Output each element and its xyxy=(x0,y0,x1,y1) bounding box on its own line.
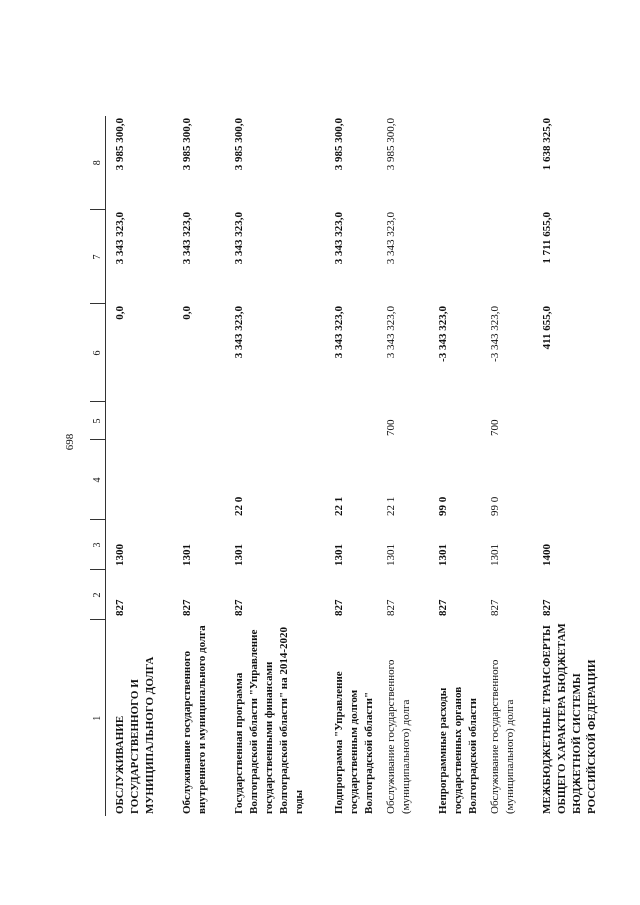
program-code: 22 1 xyxy=(385,496,397,516)
amount-col-6: 3 343 323,0 xyxy=(385,306,397,359)
section-code: 1301 xyxy=(437,544,449,566)
amount-col-6: -3 343 323,0 xyxy=(489,306,501,362)
expense-type-code xyxy=(325,402,377,440)
column-header: 8 xyxy=(90,116,106,210)
row-name: Непрограммные расходы государственных органов Волгоградской области xyxy=(437,686,479,814)
table-row xyxy=(325,116,377,816)
program-code: 99 0 xyxy=(489,496,501,516)
section-code: 1301 xyxy=(333,544,345,566)
column-header: 2 xyxy=(90,570,106,620)
amount-col-6: 3 343 323,0 xyxy=(233,306,245,359)
ministry-code: 827 xyxy=(489,599,501,616)
section-code: 1400 xyxy=(541,544,553,566)
row-name: ОБСЛУЖИВАНИЕ ГОСУДАРСТВЕННОГО И МУНИЦИПАЛЬНОГО ДОЛГА xyxy=(114,656,156,814)
row-name: Обслуживание государственного внутреннего и муниципального долга xyxy=(181,625,208,814)
column-number-row xyxy=(90,116,106,816)
table-row xyxy=(173,116,225,816)
column-header: 4 xyxy=(90,440,106,520)
program-code: 22 0 xyxy=(233,496,245,516)
amount-col-7: 3 343 323,0 xyxy=(114,212,126,265)
section-code: 1301 xyxy=(181,544,193,566)
column-header: 3 xyxy=(90,520,106,570)
column-header: 7 xyxy=(90,210,106,304)
expense-type-code xyxy=(533,402,600,440)
row-name: Подпрограмма "Управление государственным долгом Волгоградской области" xyxy=(333,671,375,814)
ministry-code: 827 xyxy=(181,599,193,616)
amount-col-8: 3 985 300,0 xyxy=(233,118,245,171)
row-name: Обслуживание государственного (муниципального) долга xyxy=(385,659,412,814)
column-header: 6 xyxy=(90,304,106,402)
expense-type-code xyxy=(173,402,225,440)
table-row xyxy=(429,116,481,816)
ministry-code: 827 xyxy=(233,599,245,616)
expense-type-code: 700 xyxy=(385,419,397,436)
amount-col-6: -3 343 323,0 xyxy=(437,306,449,362)
table-row xyxy=(106,116,174,816)
amount-col-8: 3 985 300,0 xyxy=(114,118,126,171)
expense-type-code xyxy=(106,402,174,440)
amount-col-8: 3 985 300,0 xyxy=(181,118,193,171)
amount-col-7: 3 343 323,0 xyxy=(181,212,193,265)
row-name: Государственная программа Волгоградской области "Управление государственными финансами Волгоградской области" на 2014-2020 годы xyxy=(233,626,305,814)
program-code: 99 0 xyxy=(437,496,449,516)
expense-type-code xyxy=(225,402,325,440)
table-row xyxy=(533,116,600,816)
amount-col-7: 3 343 323,0 xyxy=(385,212,397,265)
ministry-code: 827 xyxy=(114,599,126,616)
program-code xyxy=(533,440,600,520)
table-row xyxy=(377,116,429,816)
column-header: 5 xyxy=(90,402,106,440)
amount-col-8: 1 638 325,0 xyxy=(541,118,553,171)
amount-col-7 xyxy=(481,210,533,304)
ministry-code: 827 xyxy=(437,599,449,616)
row-name: МЕЖБЮДЖЕТНЫЕ ТРАНСФЕРТЫ ОБЩЕГО ХАРАКТЕРА БЮДЖЕТАМ БЮДЖЕТНОЙ СИСТЕМЫ РОССИЙСКОЙ ФЕДЕРАЦИИ xyxy=(541,623,598,814)
amount-col-7 xyxy=(429,210,481,304)
program-code xyxy=(173,440,225,520)
amount-col-6: 0,0 xyxy=(114,306,126,320)
amount-col-6: 3 343 323,0 xyxy=(333,306,345,359)
section-code: 1301 xyxy=(489,544,501,566)
amount-col-7: 1 711 655,0 xyxy=(541,212,553,264)
amount-col-8 xyxy=(429,116,481,210)
budget-table-container xyxy=(90,116,598,816)
section-code: 1300 xyxy=(114,544,126,566)
ministry-code: 827 xyxy=(385,599,397,616)
amount-col-8: 3 985 300,0 xyxy=(385,118,397,171)
program-code xyxy=(106,440,174,520)
amount-col-8 xyxy=(481,116,533,210)
section-code: 1301 xyxy=(385,544,397,566)
expense-type-code: 700 xyxy=(489,419,501,436)
expense-type-code xyxy=(429,402,481,440)
section-code: 1301 xyxy=(233,544,245,566)
table-row xyxy=(481,116,533,816)
amount-col-6: 411 655,0 xyxy=(541,306,553,350)
budget-table xyxy=(90,116,600,816)
amount-col-8: 3 985 300,0 xyxy=(333,118,345,171)
amount-col-6: 0,0 xyxy=(181,306,193,320)
ministry-code: 827 xyxy=(333,599,345,616)
page-number: 698 xyxy=(64,433,76,451)
program-code: 22 1 xyxy=(333,496,345,516)
amount-col-7: 3 343 323,0 xyxy=(233,212,245,265)
table-row xyxy=(225,116,325,816)
column-header: 1 xyxy=(90,620,106,816)
row-name: Обслуживание государственного (муниципального) долга xyxy=(489,659,516,814)
amount-col-7: 3 343 323,0 xyxy=(333,212,345,265)
ministry-code: 827 xyxy=(541,599,553,616)
